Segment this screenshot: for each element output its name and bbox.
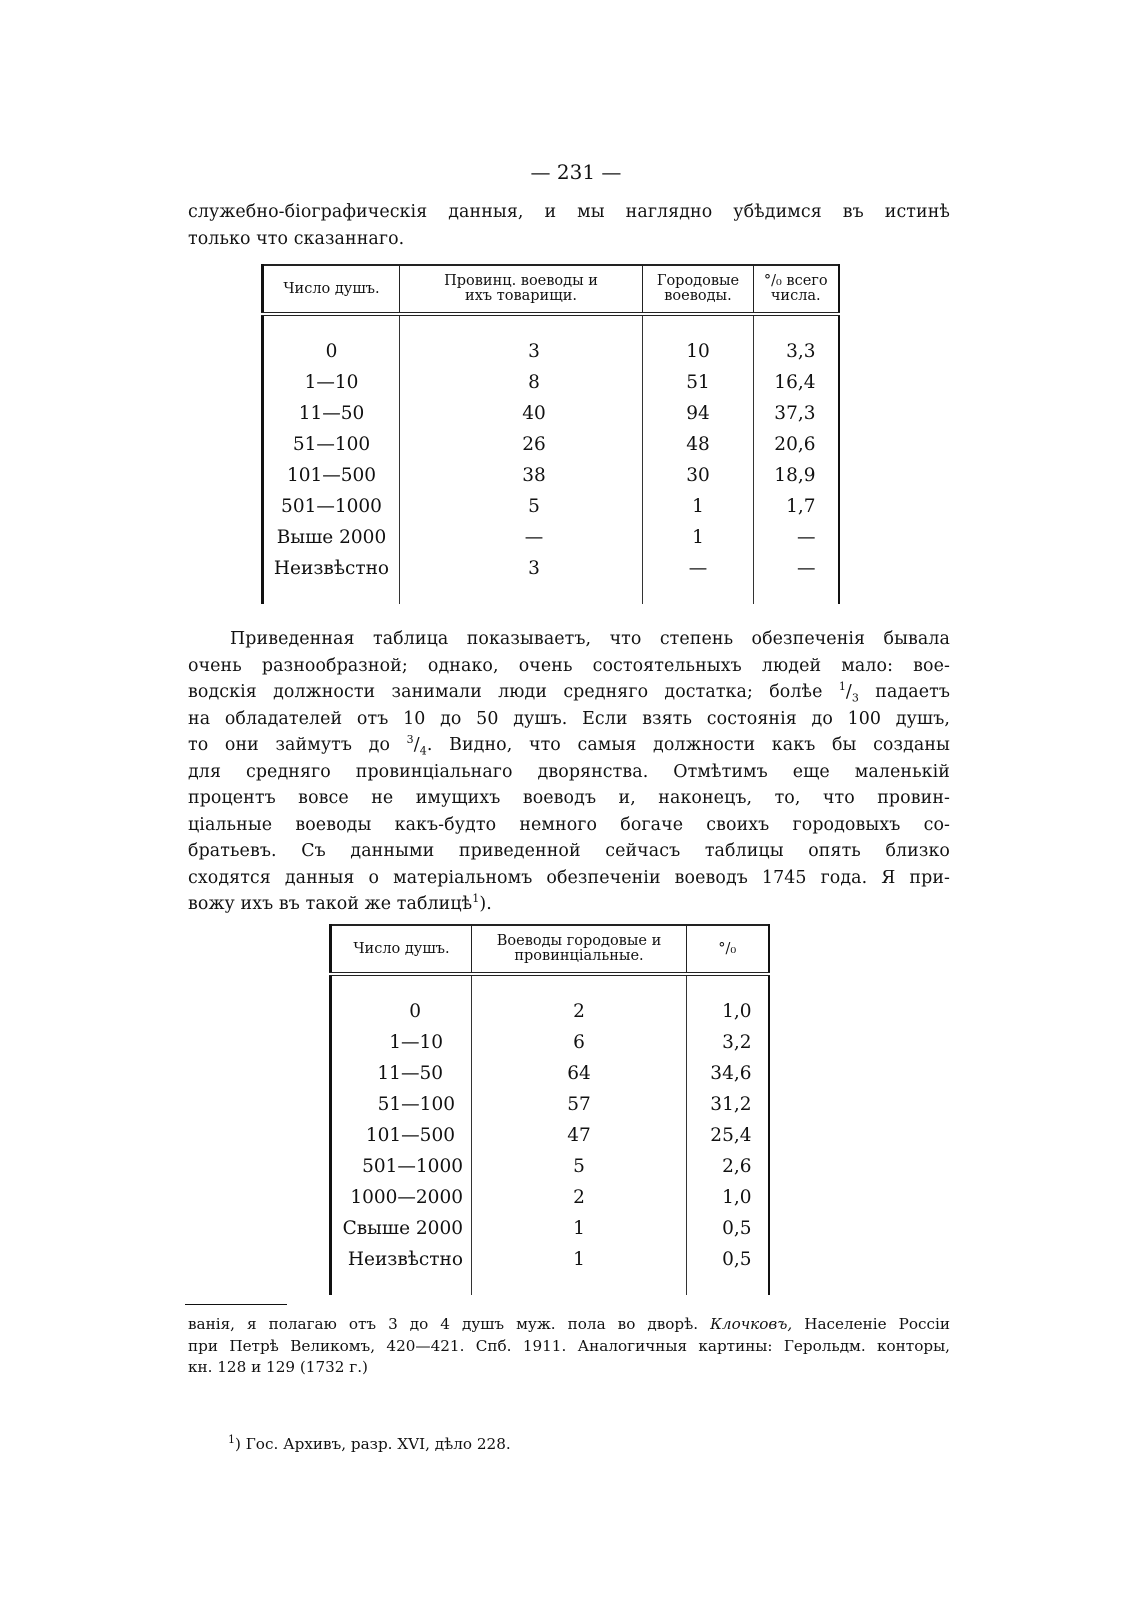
cell-percent: 1,0 <box>687 1182 769 1213</box>
column-header: Провинц. воеводы и ихъ товарищи. <box>400 265 643 314</box>
cell-percent: 25,4 <box>687 1120 769 1151</box>
cell-souls: 0 <box>263 336 400 367</box>
table-row <box>263 553 839 584</box>
table-row <box>331 1120 769 1151</box>
column-header: Число душъ. <box>263 265 400 314</box>
cell-voivodes: 1 <box>472 1213 687 1244</box>
text-line: водскія должности занимали люди средняго достатка; болѣе $^1/_3$ падаетъ <box>188 680 951 705</box>
cell-percent: 1,0 <box>687 996 769 1027</box>
cell-city: 1 <box>643 491 754 522</box>
cell-percent: 37,3 <box>754 398 839 429</box>
cell-provincial: 26 <box>400 429 643 460</box>
text-line: на обладателей отъ 10 до 50 душъ. Если взять состоянія до 100 душъ, <box>188 708 950 729</box>
fraction-three-quarters: $^3/_4$ <box>406 733 427 758</box>
table-header-row <box>263 265 839 314</box>
page-number: — 231 — <box>530 160 622 184</box>
cell-souls: 51—100 <box>331 1089 472 1120</box>
fraction-one-third: $^1/_3$ <box>838 680 859 705</box>
cell-souls: Выше 2000 <box>263 522 400 553</box>
text-line: процентъ вовсе не имущихъ воеводъ и, наконецъ, то, что провин- <box>188 788 950 808</box>
cell-percent: 20,6 <box>754 429 839 460</box>
column-header: Городовые воеводы. <box>643 265 754 314</box>
cell-percent: 16,4 <box>754 367 839 398</box>
cell-souls: 1—10 <box>263 367 400 398</box>
footnote-1: $^1$) Гос. Архивъ, разр. XVI, дѣло 228. <box>228 1432 511 1453</box>
footnote-line: ванія, я полагаю отъ 3 до 4 душъ муж. пола во дворѣ. Клочковъ, Населеніе Россіи <box>188 1315 950 1333</box>
cell-souls: 1000—2000 <box>331 1182 472 1213</box>
cell-souls: 51—100 <box>263 429 400 460</box>
cell-souls: 11—50 <box>331 1058 472 1089</box>
cell-voivodes: 5 <box>472 1151 687 1182</box>
table-row <box>263 398 839 429</box>
cell-souls: 1—10 <box>331 1027 472 1058</box>
cell-percent: — <box>754 522 839 553</box>
table-souls-provincial-city-voivodes <box>261 264 840 604</box>
table-row <box>331 1213 769 1244</box>
cell-percent: 2,6 <box>687 1151 769 1182</box>
text-line: для средняго провинціальнаго дворянства. Отмѣтимъ еще маленькій <box>188 761 950 782</box>
cell-city: 1 <box>643 522 754 553</box>
main-paragraph <box>188 626 950 918</box>
cell-voivodes: 1 <box>472 1244 687 1275</box>
cell-provincial: 40 <box>400 398 643 429</box>
table-row <box>263 491 839 522</box>
cell-percent: — <box>754 553 839 584</box>
cell-percent: 31,2 <box>687 1089 769 1120</box>
cell-provincial: 38 <box>400 460 643 491</box>
cell-voivodes: 6 <box>472 1027 687 1058</box>
text-line: ціальные воеводы какъ-будто немного богаче своихъ городовыхъ со- <box>188 814 950 835</box>
cell-city: 48 <box>643 429 754 460</box>
text-line: только что сказаннаго. <box>188 228 405 249</box>
table-row <box>263 429 839 460</box>
column-header: Воеводы городовые и провинціальные. <box>472 925 687 974</box>
cell-percent: 0,5 <box>687 1244 769 1275</box>
cell-city: 51 <box>643 367 754 398</box>
cell-provincial: — <box>400 522 643 553</box>
cell-percent: 0,5 <box>687 1213 769 1244</box>
cell-souls: 0 <box>331 996 472 1027</box>
table-row <box>263 336 839 367</box>
table-row <box>331 1058 769 1089</box>
cell-percent: 34,6 <box>687 1058 769 1089</box>
cell-city: 30 <box>643 460 754 491</box>
text-line: сходятся данныя о матеріальномъ обезпеченіи воеводъ 1745 года. Я при- <box>188 867 950 888</box>
cell-city: — <box>643 553 754 584</box>
text-line: Приведенная таблица показываетъ, что степень обезпеченія бывала <box>230 629 950 649</box>
table-row <box>263 367 839 398</box>
footnote-line: при Петрѣ Великомъ, 420—421. Спб. 1911. Аналогичныя картины: Герольдм. конторы, <box>188 1336 950 1355</box>
author-name: Клочковъ, <box>710 1315 793 1333</box>
cell-city: 10 <box>643 336 754 367</box>
table-row <box>331 1244 769 1275</box>
footnote-ref: 1 <box>472 892 480 906</box>
cell-souls: 11—50 <box>263 398 400 429</box>
text-line: служебно-біографическія данныя, и мы наглядно убѣдимся въ истинѣ <box>188 202 950 222</box>
cell-provincial: 3 <box>400 336 643 367</box>
column-header: °/₀ всего числа. <box>754 265 839 314</box>
cell-provincial: 5 <box>400 491 643 522</box>
cell-percent: 3,3 <box>754 336 839 367</box>
text-line: братьевъ. Съ данными приведенной сейчасъ таблицы опять близко <box>188 841 950 861</box>
cell-provincial: 8 <box>400 367 643 398</box>
cell-percent: 18,9 <box>754 460 839 491</box>
cell-voivodes: 64 <box>472 1058 687 1089</box>
footnote-divider <box>185 1304 287 1305</box>
cell-souls: Свыше 2000 <box>331 1213 472 1244</box>
table-row <box>263 460 839 491</box>
table-row <box>263 522 839 553</box>
table-header-row <box>331 925 769 974</box>
text-line: то они займутъ до $^3/_4$. Видно, что самыя должности какъ бы созданы <box>188 733 950 758</box>
text-line: очень разнообразной; однако, очень состоятельныхъ людей мало: вое- <box>188 655 950 676</box>
table-row <box>331 1151 769 1182</box>
text-line: вожу ихъ въ такой же таблицѣ$^1$). <box>188 892 492 914</box>
cell-voivodes: 47 <box>472 1120 687 1151</box>
column-header: °/₀ <box>687 925 769 974</box>
cell-souls: 101—500 <box>331 1120 472 1151</box>
cell-voivodes: 57 <box>472 1089 687 1120</box>
table-row <box>331 1027 769 1058</box>
footnote-line: кн. 128 и 129 (1732 г.) <box>188 1358 368 1376</box>
table-row <box>331 1089 769 1120</box>
table-souls-voivodes-1745 <box>329 924 770 1295</box>
table-row <box>331 1182 769 1213</box>
footnote-continued <box>188 1314 950 1379</box>
cell-voivodes: 2 <box>472 1182 687 1213</box>
cell-provincial: 3 <box>400 553 643 584</box>
footnote-marker: 1 <box>228 1432 235 1446</box>
cell-souls: Неизвѣстно <box>263 553 400 584</box>
column-header: Число душъ. <box>331 925 472 974</box>
intro-paragraph <box>188 199 950 252</box>
cell-souls: 101—500 <box>263 460 400 491</box>
cell-souls: 501—1000 <box>263 491 400 522</box>
cell-percent: 3,2 <box>687 1027 769 1058</box>
cell-percent: 1,7 <box>754 491 839 522</box>
cell-city: 94 <box>643 398 754 429</box>
cell-souls: Неизвѣстно <box>331 1244 472 1275</box>
cell-souls: 501—1000 <box>331 1151 472 1182</box>
cell-voivodes: 2 <box>472 996 687 1027</box>
table-row <box>331 996 769 1027</box>
